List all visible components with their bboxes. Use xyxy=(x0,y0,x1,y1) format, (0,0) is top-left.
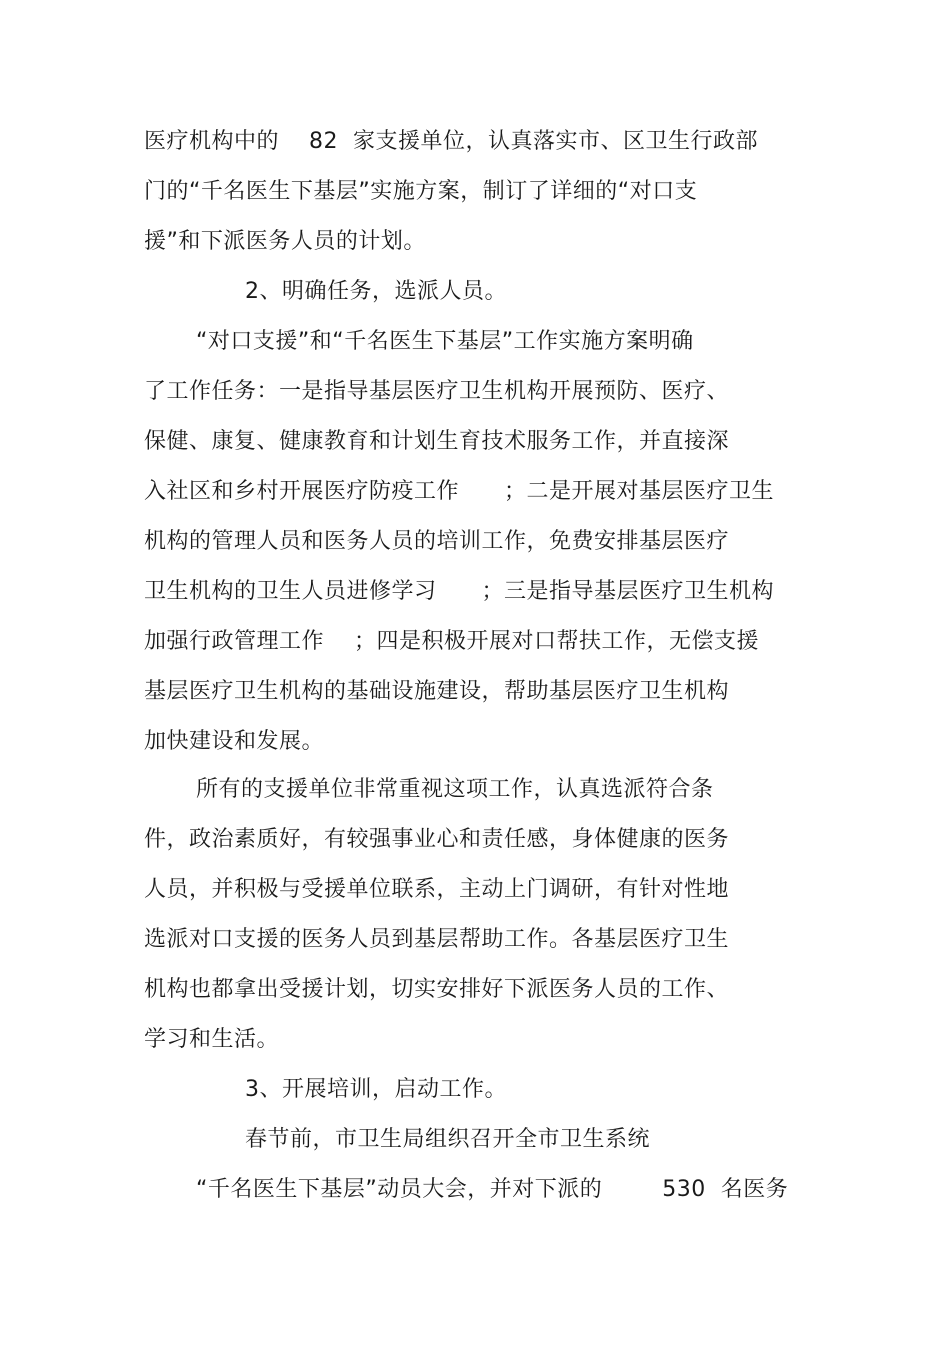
text-line-18: 机构也都拿出受援计划，切实安排好下派医务人员的工作、 xyxy=(144,977,730,1002)
text-line-11: 加强行政管理工作 ；四是积极开展对口帮扶工作，无偿支援 xyxy=(144,629,759,654)
text-line-15: 件，政治素质好，有较强事业心和责任感，身体健康的医务 xyxy=(144,827,730,852)
text-line-6: 了工作任务：一是指导基层医疗卫生机构开展预防、医疗、 xyxy=(144,379,730,404)
text-line-21: 春节前，市卫生局组织召开全市卫生系统 xyxy=(245,1127,651,1152)
text-line-10: 卫生机构的卫生人员进修学习 ；三是指导基层医疗卫生机构 xyxy=(144,579,774,604)
text-line-7: 保健、康复、健康教育和计划生育技术服务工作，并直接深 xyxy=(144,429,730,454)
text-line-8: 入社区和乡村开展医疗防疫工作 ；二是开展对基层医疗卫生 xyxy=(144,479,774,504)
text-line-3: 援”和下派医务人员的计划。 xyxy=(144,229,426,254)
text-line-19: 学习和生活。 xyxy=(144,1027,280,1052)
section-heading-2: 2、明确任务，选派人员。 xyxy=(245,279,507,304)
text-line-5: “对口支援”和“千名医生下基层”工作实施方案明确 xyxy=(196,329,694,354)
text-line-22: “千名医生下基层”动员大会，并对下派的 530 名医务 xyxy=(196,1177,789,1202)
text-line-1: 医疗机构中的 82 家支援单位，认真落实市、区卫生行政部 xyxy=(144,129,758,154)
section-heading-3: 3、开展培训，启动工作。 xyxy=(245,1077,507,1102)
text-line-14: 所有的支援单位非常重视这项工作，认真选派符合条 xyxy=(196,777,714,802)
text-line-9: 机构的管理人员和医务人员的培训工作，免费安排基层医疗 xyxy=(144,529,730,554)
text-line-17: 选派对口支援的医务人员到基层帮助工作。各基层医疗卫生 xyxy=(144,927,730,952)
text-line-2: 门的“千名医生下基层”实施方案，制订了详细的“对口支 xyxy=(144,179,698,204)
text-line-13: 加快建设和发展。 xyxy=(144,729,325,754)
text-line-16: 人员，并积极与受援单位联系，主动上门调研，有针对性地 xyxy=(144,877,730,902)
text-line-12: 基层医疗卫生机构的基础设施建设，帮助基层医疗卫生机构 xyxy=(144,679,730,704)
